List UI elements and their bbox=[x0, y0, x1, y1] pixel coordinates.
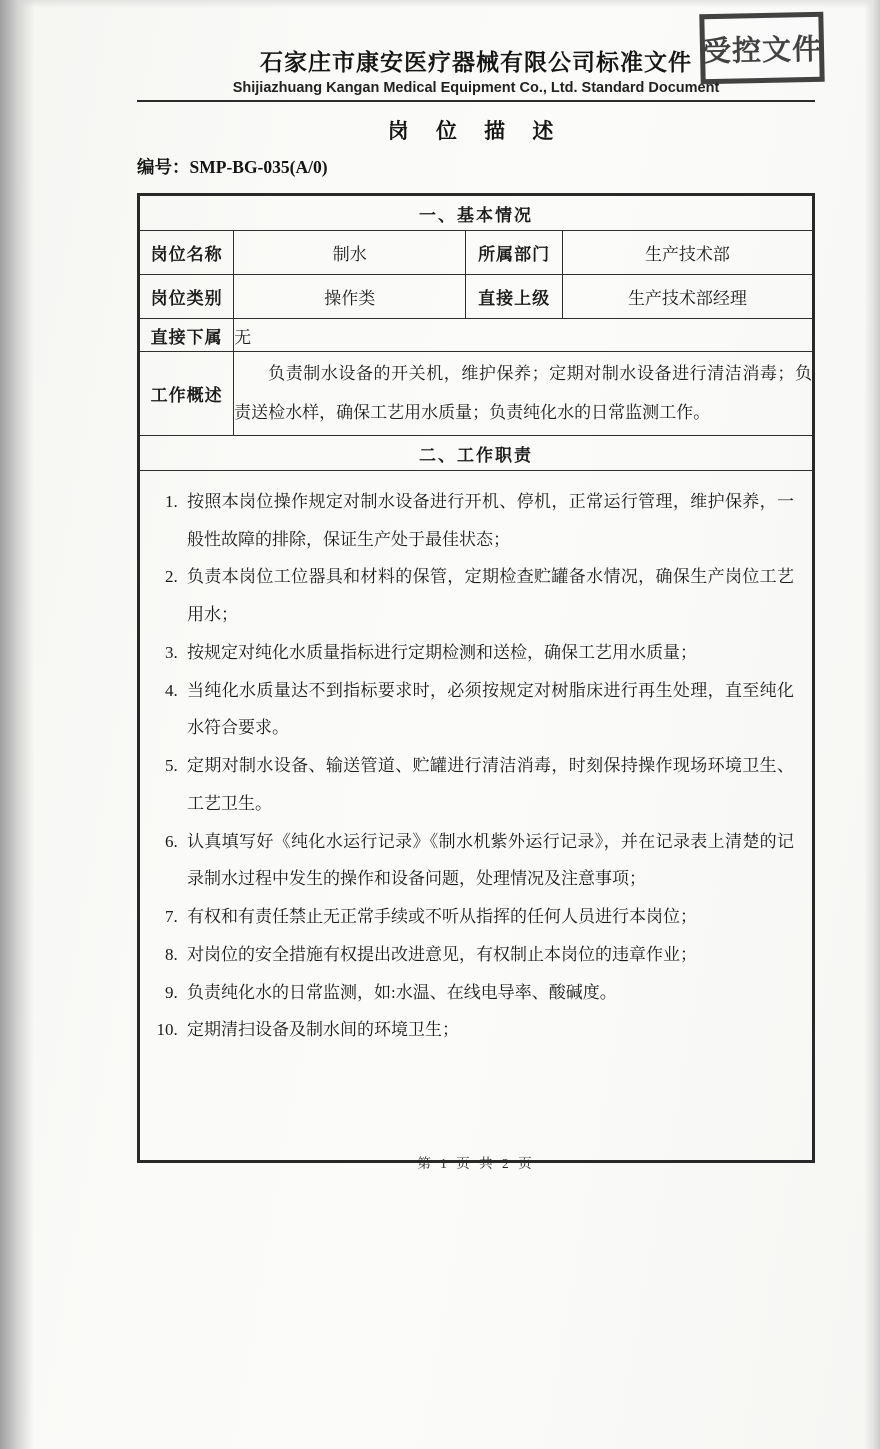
direct-subordinate-value: 无 bbox=[234, 319, 814, 352]
position-name-label: 岗位名称 bbox=[139, 231, 234, 275]
duty-item-9: 9. 负责纯化水的日常监测，如:水温、在线电导率、酸碱度。 bbox=[182, 974, 794, 1012]
section-title-basic-info: 一、基本情况 bbox=[139, 195, 814, 231]
table-row-job-summary bbox=[139, 352, 814, 436]
job-summary-label: 工作概述 bbox=[139, 352, 234, 436]
document-number: 编号：SMP-BG-035(A/0) bbox=[137, 157, 328, 177]
duty-item-4: 4. 当纯化水质量达不到指标要求时，必须按规定对树脂床进行再生处理，直至纯化水符合要求。 bbox=[182, 672, 794, 747]
company-title: 石家庄市康安医疗器械有限公司标准文件 bbox=[260, 49, 692, 75]
direct-supervisor-value: 生产技术部经理 bbox=[562, 275, 813, 319]
department-label: 所属部门 bbox=[466, 231, 563, 275]
job-summary-text: 负责制水设备的开关机，维护保养；定期对制水设备进行清洁消毒；负责送检水样，确保工艺用水质量；负责纯化水的日常监测工作。 bbox=[234, 364, 812, 422]
position-category-label: 岗位类别 bbox=[139, 275, 234, 319]
duty-item-6: 6. 认真填写好《纯化水运行记录》《制水机紫外运行记录》，并在记录表上清楚的记录制水过程中发生的操作和设备问题，处理情况及注意事项； bbox=[182, 823, 794, 898]
duty-item-7: 7. 有权和有责任禁止无正常手续或不听从指挥的任何人员进行本岗位； bbox=[182, 898, 794, 936]
company-subtitle-english: Shijiazhuang Kangan Medical Equipment Co., Ltd. Standard Document bbox=[232, 80, 720, 96]
direct-subordinate-label: 直接下属 bbox=[139, 319, 234, 352]
table-row-direct-subordinate bbox=[139, 319, 814, 352]
table-row-duties bbox=[139, 471, 814, 1162]
position-description-table bbox=[137, 193, 815, 1163]
job-summary-cell bbox=[234, 352, 814, 436]
controlled-document-stamp-text: 受控文件 bbox=[701, 33, 823, 68]
duty-item-3: 3. 按规定对纯化水质量指标进行定期检测和送检，确保工艺用水质量； bbox=[182, 634, 794, 672]
duty-item-10: 10. 定期清扫设备及制水间的环境卫生； bbox=[182, 1011, 794, 1049]
position-name-value: 制水 bbox=[234, 231, 466, 275]
page-number-indicator: 第 1 页 共 2 页 bbox=[417, 1156, 535, 1171]
section-title-duties: 二、工作职责 bbox=[139, 436, 814, 471]
page-footer bbox=[137, 1152, 815, 1172]
section-duties-header-row bbox=[139, 436, 814, 471]
section-basic-info-header-row bbox=[139, 195, 814, 231]
scan-edge-left bbox=[0, 0, 34, 1449]
duty-item-1: 1. 按照本岗位操作规定对制水设备进行开机、停机，正常运行管理，维护保养，一般性故障的排除，保证生产处于最佳状态； bbox=[182, 483, 794, 558]
duty-item-5: 5. 定期对制水设备、输送管道、贮罐进行清洁消毒，时刻保持操作现场环境卫生、工艺卫生。 bbox=[182, 747, 794, 822]
duties-cell bbox=[139, 471, 814, 1162]
document-content bbox=[137, 0, 815, 1163]
table-row-position-name bbox=[139, 231, 814, 275]
document-title: 岗 位 描 述 bbox=[387, 119, 565, 143]
department-value: 生产技术部 bbox=[562, 231, 813, 275]
duty-item-8: 8. 对岗位的安全措施有权提出改进意见，有权制止本岗位的违章作业； bbox=[182, 936, 794, 974]
duty-item-2: 2. 负责本岗位工位器具和材料的保管，定期检查贮罐备水情况，确保生产岗位工艺用水； bbox=[182, 558, 794, 633]
scan-edge-right bbox=[864, 0, 880, 1449]
table-row-position-category bbox=[139, 275, 814, 319]
duties-list bbox=[140, 483, 812, 1049]
position-category-value: 操作类 bbox=[234, 275, 466, 319]
direct-supervisor-label: 直接上级 bbox=[466, 275, 563, 319]
header-divider-line bbox=[137, 100, 815, 102]
